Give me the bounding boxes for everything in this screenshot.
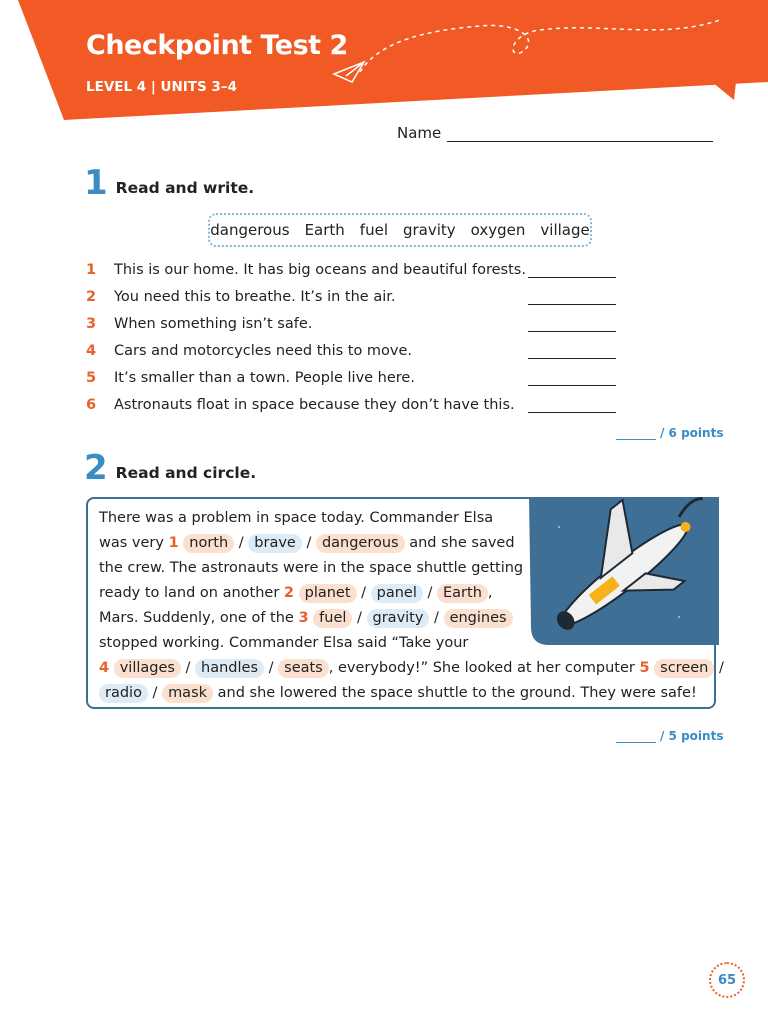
word-bank-item: dangerous [210, 221, 290, 239]
answer-blank[interactable] [528, 331, 616, 332]
word-bank-item: Earth [304, 221, 345, 239]
question-row [86, 289, 626, 305]
question-number: 6 [86, 397, 97, 413]
question-row [86, 262, 626, 278]
answer-blank[interactable] [528, 277, 616, 278]
answer-blank[interactable] [528, 304, 616, 305]
exercise-2-number: 2 [84, 448, 108, 488]
page-number: 65 [709, 962, 745, 998]
choice-number: 4 [99, 660, 110, 676]
choice-option[interactable]: gravity [367, 609, 430, 628]
score-label: / 5 points [660, 729, 724, 743]
question-text: Astronauts float in space because they don’t have this. [114, 397, 515, 413]
choice-option[interactable]: seats [278, 659, 329, 678]
question-number: 2 [86, 289, 97, 305]
question-number: 3 [86, 316, 97, 332]
choice-option[interactable]: panel [371, 584, 423, 603]
question-row [86, 343, 626, 359]
exercise-2-heading [84, 448, 257, 488]
name-row [397, 124, 713, 142]
answer-blank[interactable] [528, 358, 616, 359]
story-text-segment: Mars. Suddenly, one of the [99, 610, 294, 626]
exercise-1-number: 1 [84, 163, 108, 203]
header-banner [0, 0, 768, 130]
question-text: It’s smaller than a town. People live here. [114, 370, 415, 386]
question-number: 1 [86, 262, 97, 278]
choice-option[interactable]: mask [162, 684, 213, 703]
story-text-segment: and she lowered the space shuttle to the ground. They were safe! [217, 685, 697, 701]
choice-option[interactable]: planet [299, 584, 357, 603]
exercise-2-title: Read and circle. [115, 464, 257, 482]
story-line: There was a problem in space today. Commander Elsa [99, 510, 494, 526]
story-text-segment: , everybody!” She looked at her computer [328, 660, 635, 676]
question-text: This is our home. It has big oceans and beautiful forests. [114, 262, 526, 278]
choice-option[interactable]: brave [248, 534, 302, 553]
story-line: the crew. The astronauts were in the space shuttle getting [99, 560, 524, 576]
question-text: When something isn’t safe. [114, 316, 313, 332]
question-row [86, 370, 626, 386]
choice-option[interactable]: engines [444, 609, 513, 628]
story-text-segment: ready to land on another [99, 585, 280, 601]
choice-option[interactable]: north [183, 534, 234, 553]
name-field[interactable] [447, 125, 713, 142]
choice-option[interactable]: Earth [437, 584, 488, 603]
question-row [86, 316, 626, 332]
question-number: 5 [86, 370, 97, 386]
choice-option[interactable]: screen [654, 659, 714, 678]
score-blank[interactable] [616, 427, 656, 440]
question-number: 4 [86, 343, 97, 359]
question-row [86, 397, 626, 413]
score-blank[interactable] [616, 730, 656, 743]
page-title: Checkpoint Test 2 [86, 30, 348, 61]
choice-number: 3 [298, 610, 309, 626]
exercise-1-title: Read and write. [115, 179, 255, 197]
question-text: Cars and motorcycles need this to move. [114, 343, 413, 359]
choice-option[interactable]: handles [195, 659, 264, 678]
choice-option[interactable]: villages [114, 659, 181, 678]
choice-number: 5 [639, 660, 650, 676]
word-bank-item: fuel [359, 221, 388, 239]
story-box [86, 497, 724, 709]
question-text: You need this to breathe. It’s in the air. [114, 289, 396, 305]
choice-option[interactable]: dangerous [316, 534, 405, 553]
score-label: / 6 points [660, 426, 724, 440]
exercise-1-score [616, 426, 723, 440]
story-line: stopped working. Commander Elsa said “Take your [99, 635, 469, 651]
choice-number: 1 [168, 535, 179, 551]
answer-blank[interactable] [528, 412, 616, 413]
word-bank-item: village [540, 221, 590, 239]
word-bank [208, 213, 592, 247]
choice-option[interactable]: fuel [313, 609, 352, 628]
story-text-segment: was very [99, 535, 164, 551]
story-text-segment: / [718, 660, 724, 676]
word-bank-item: oxygen [470, 221, 526, 239]
story-text-segment: , [487, 585, 493, 601]
page-subtitle: LEVEL 4 | UNITS 3–4 [86, 79, 237, 95]
choice-number: 2 [283, 585, 295, 601]
exercise-2-score [616, 729, 723, 743]
answer-blank[interactable] [528, 385, 616, 386]
story-text: There was a problem in space today. Commander Elsa was very 1 north / brave / dangerous and she saved the crew. The astronauts were in the space shuttle getting ready to land on another 2 planet / panel / Earth , Mars. Suddenly, one of the 3 fuel / gravity / engines stopped working. Commander Elsa said “Take your 4 villages / handles / seats , everybody!” She looked at her computer 5 screen / radio / mask and she lowered the space shuttle to the ground. They were safe! [99, 510, 724, 701]
exercise-1-heading [84, 163, 255, 203]
word-bank-item: gravity [402, 221, 456, 239]
choice-option[interactable]: radio [99, 684, 148, 703]
story-text-segment: and she saved [409, 535, 515, 551]
name-label: Name [397, 124, 442, 142]
